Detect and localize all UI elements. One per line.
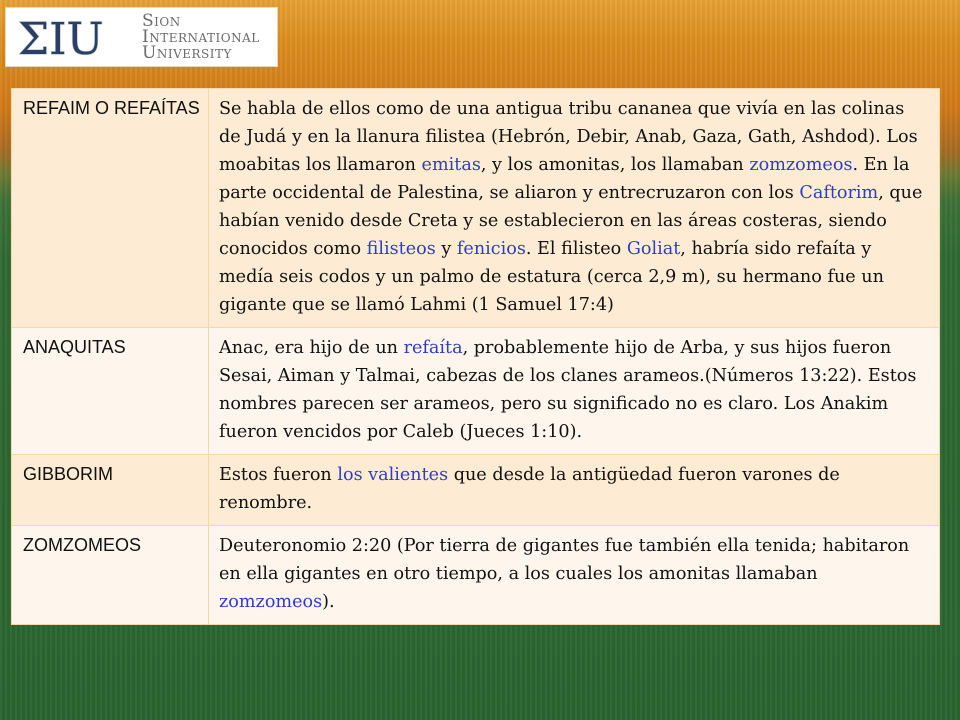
description-text: . En la parte occidental de Palestina, se aliaron y entrecruzaron con los: [219, 155, 910, 203]
giants-table: [11, 88, 940, 625]
table-body: [12, 89, 940, 625]
term-link[interactable]: Caftorim: [799, 183, 879, 203]
description-text: . El filisteo: [525, 239, 627, 259]
description-text: Estos fueron: [219, 465, 338, 485]
description-text: , que habían venido desde Creta y se establecieron en las áreas costeras, siendo conocidos como: [219, 183, 923, 259]
term-link[interactable]: emitas: [421, 155, 481, 175]
term-cell: ANAQUITAS: [12, 328, 209, 455]
description-text: , y los amonitas, los llamaban: [480, 155, 750, 175]
table-row: [12, 89, 940, 328]
term-link[interactable]: Goliat: [626, 239, 681, 259]
logo-line-2: International: [142, 27, 260, 47]
table-row: [12, 328, 940, 455]
description-text: ).: [322, 592, 335, 612]
logo-wordmark: [142, 13, 260, 61]
description-cell: [209, 455, 940, 526]
logo-mark-text: ΣIU: [18, 14, 104, 60]
description-text: y: [435, 239, 457, 259]
logo-line-3: University: [142, 43, 232, 63]
term-link[interactable]: filisteos: [366, 239, 436, 259]
term-link[interactable]: refaíta: [403, 338, 463, 358]
term-cell: GIBBORIM: [12, 455, 209, 526]
description-text: Anac, era hijo de un: [219, 338, 404, 358]
logo-mark: [16, 14, 134, 60]
term-link[interactable]: fenicios: [456, 239, 526, 259]
term-link[interactable]: zomzomeos: [219, 592, 323, 612]
university-logo: [5, 7, 278, 67]
description-text: , habría sido refaíta y medía seis codos y un palmo de estatura (cerca 2,9 m), su hermano fue un gigante que se llamó Lahmi (1 Samuel 17:4): [219, 239, 884, 315]
term-link[interactable]: zomzomeos: [749, 155, 853, 175]
term-cell: ZOMZOMEOS: [12, 526, 209, 625]
term-link[interactable]: los valientes: [337, 465, 449, 485]
siu-monogram-icon: [16, 14, 134, 60]
description-cell: [209, 328, 940, 455]
description-text: , probablemente hijo de Arba, y sus hijos fueron Sesai, Aiman y Talmai, cabezas de los clanes arameos.(Números 13:22). Estos nombres parecen ser arameos, pero su significado no es claro. Los Anakim fueron vencidos por Caleb (Jueces 1:10).: [219, 338, 917, 442]
term-cell: REFAIM O REFAÍTAS: [12, 89, 209, 328]
table-row: [12, 526, 940, 625]
description-cell: [209, 526, 940, 625]
description-text: Se habla de ellos como de una antigua tribu cananea que vivía en las colinas de Judá y en la llanura filistea (Hebrón, Debir, Anab, Gaza, Gath, Ashdod). Los moabitas los llamaron: [219, 99, 918, 175]
description-text: que desde la antigüedad fueron varones de renombre.: [219, 465, 840, 513]
description-cell: [209, 89, 940, 328]
description-text: Deuteronomio 2:20 (Por tierra de gigantes fue también ella tenida; habitaron en ella gigantes en otro tiempo, a los cuales los amonitas llamaban: [219, 536, 910, 584]
table-row: [12, 455, 940, 526]
logo-line-1: Sion: [142, 11, 181, 31]
